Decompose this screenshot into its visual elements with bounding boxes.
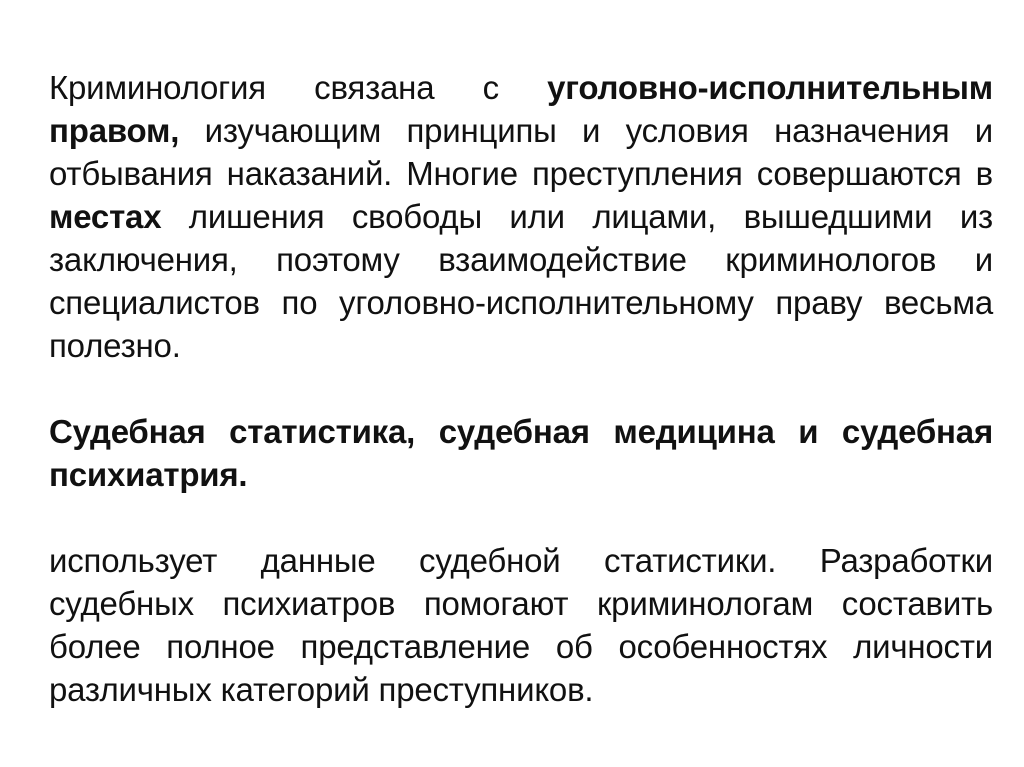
- paragraph-judicial-statistics: использует данные судебной статистики. Разработки судебных психиатров помогают криминологам составить более полное представление об особенностях личности различных категорий преступников.: [49, 542, 993, 708]
- spacer: [49, 496, 993, 539]
- paragraph-criminology-penal-law: [49, 66, 993, 367]
- slide-content: [49, 66, 993, 711]
- paragraph-1-text-a: Криминология связана с: [49, 69, 548, 106]
- heading-text: Судебная статистика, судебная медицина и судебная психиатрия.: [49, 413, 993, 493]
- paragraph-1-text-b: изучающим принципы и условия назначения и отбывания наказаний. Многие преступления совершаются в: [49, 112, 993, 192]
- term-places: местах: [49, 198, 162, 235]
- term-penal-law: уголовно-исполнительным правом,: [49, 69, 993, 149]
- spacer: [49, 367, 993, 410]
- section-heading: [49, 410, 993, 496]
- paragraph-1-text-c: лишения свободы или лицами, вышедшими из заключения, поэтому взаимодействие криминологов и специалистов по уголовно-исполнительному праву весьма полезно.: [49, 198, 993, 364]
